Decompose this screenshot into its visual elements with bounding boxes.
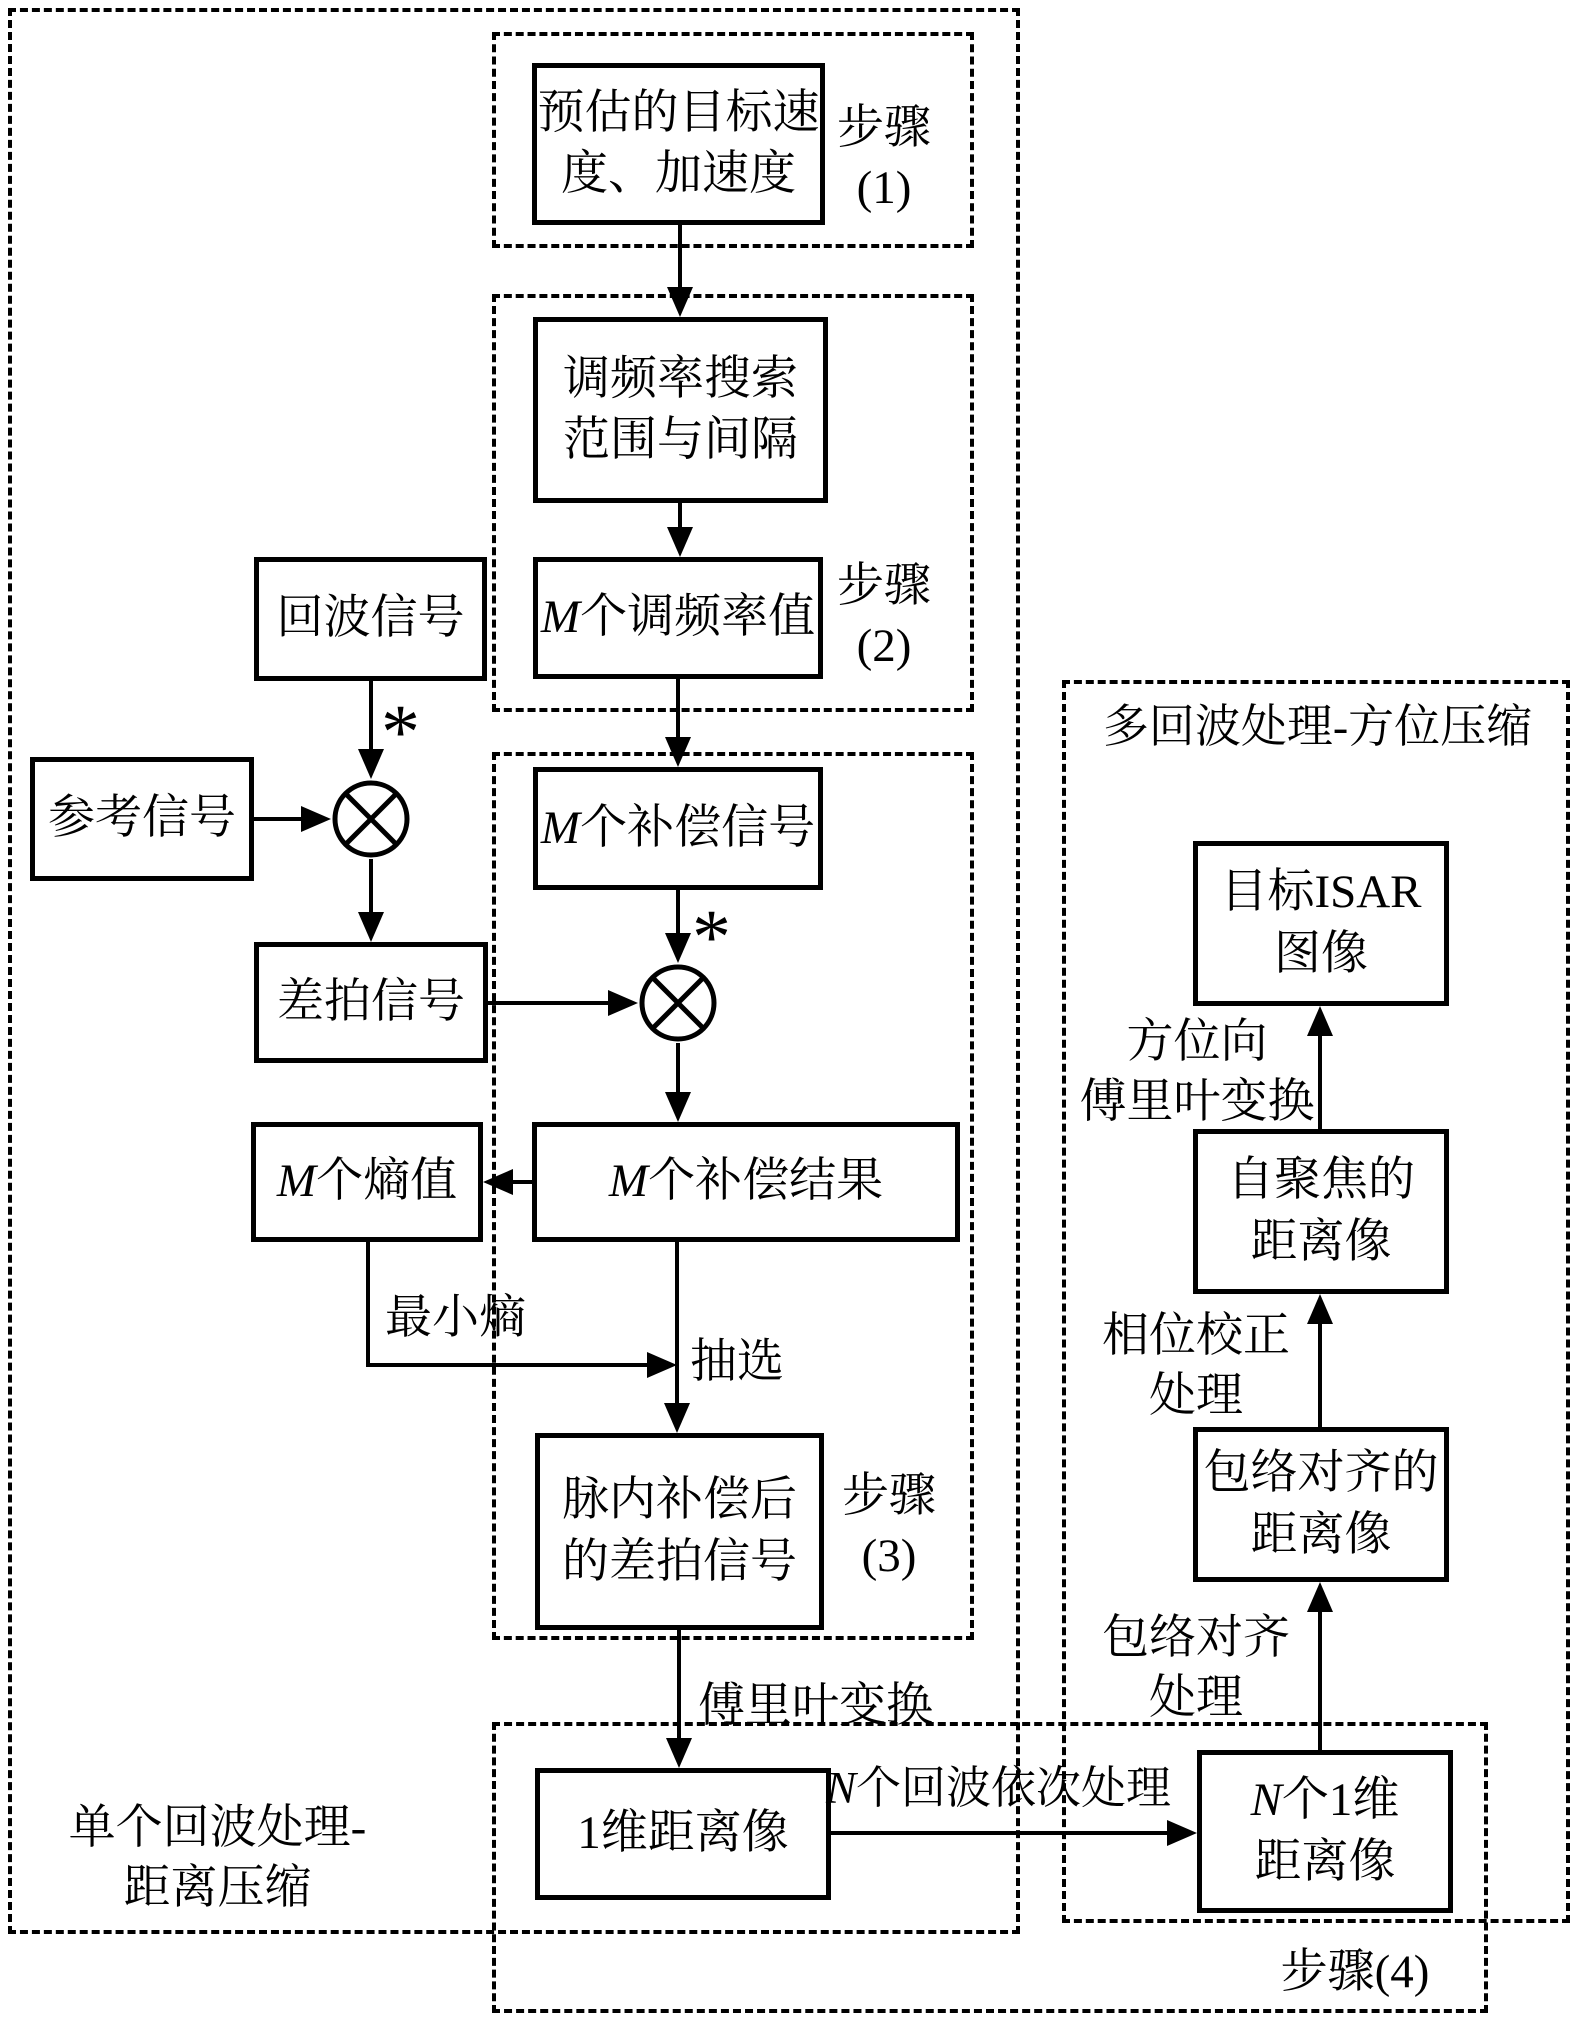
arrow-range1d-to-nprofiles-shaft: [831, 1831, 1171, 1835]
label-phase-correction-line2: 处理: [1149, 1370, 1243, 1423]
box-n-range-profiles-line1: [1251, 1770, 1400, 1831]
box-m-comp-results-rest: 个补偿结果: [648, 1155, 884, 1208]
arrow-estimated-to-search-head: [667, 287, 693, 317]
box-envelope-aligned: [1193, 1427, 1449, 1582]
group-multi-echo-title-text: 多回波处理-方位压缩: [1102, 701, 1533, 752]
box-m-entropy-rest: 个熵值: [316, 1155, 458, 1208]
step1-label-line1: 步骤: [837, 102, 931, 154]
label-azimuth-fourier: [1072, 1012, 1322, 1132]
step2-label-line1: 步骤: [837, 560, 931, 612]
arrow-envaligned-to-autofocus-head: [1307, 1294, 1333, 1324]
m-symbol: M: [276, 1155, 317, 1208]
box-m-comp-results: [532, 1122, 960, 1242]
arrow-pulse-to-range1d-head: [666, 1738, 692, 1768]
label-selection: 抽选: [690, 1336, 784, 1388]
group-multi-echo-title: [1080, 698, 1555, 757]
box-search-range: [533, 317, 828, 503]
box-m-comp-signals-rest: 个补偿信号: [580, 801, 816, 854]
single-echo-title-line2: 距离压缩: [123, 1862, 312, 1915]
n-symbol: N: [1250, 1774, 1282, 1827]
conjugate-asterisk-1: *: [381, 688, 420, 775]
arrow-mult2-to-mcompres-head: [665, 1092, 691, 1122]
arrow-mcompres-to-mentropy-head: [483, 1169, 513, 1195]
box-n-range-profiles-line1-rest: 个1维: [1281, 1774, 1400, 1827]
arrow-search-to-mfreq-head: [667, 527, 693, 557]
box-n-range-profiles: [1197, 1750, 1453, 1913]
label-min-entropy: 最小熵: [385, 1292, 526, 1344]
box-autofocused-line2: 距离像: [1250, 1215, 1392, 1268]
box-echo-signal: [254, 557, 487, 681]
box-echo-signal-text: 回波信号: [276, 592, 465, 645]
label-phase-correction-line1: 相位校正: [1102, 1310, 1290, 1362]
label-azimuth-line1: 方位向: [1126, 1016, 1268, 1068]
label-envelope-alignment-line2: 处理: [1149, 1672, 1243, 1725]
box-envelope-aligned-line2: 距离像: [1250, 1508, 1392, 1561]
step3-label-line2: (3): [861, 1530, 917, 1583]
label-envelope-alignment-line1: 包络对齐: [1102, 1612, 1290, 1664]
box-pulse-compensated: [535, 1433, 824, 1630]
box-autofocused: [1193, 1129, 1449, 1294]
arrow-autofocus-to-isar-shaft: [1318, 1034, 1322, 1129]
label-phase-correction: [1096, 1306, 1296, 1426]
arrow-echo-to-mult1-shaft: [369, 681, 373, 753]
arrow-beat-to-mult2-shaft: [488, 1001, 612, 1005]
arrow-mcompsig-to-mult2-shaft: [676, 890, 680, 937]
label-azimuth-line2: 傅里叶变换: [1079, 1076, 1315, 1129]
multiplier-icon-1: [331, 779, 411, 859]
arrow-mcompres-to-mentropy-shaft: [513, 1180, 532, 1184]
label-envelope-alignment: [1096, 1608, 1296, 1728]
box-isar-image-line1: 目标ISAR: [1220, 866, 1422, 919]
arrow-estimated-to-search-shaft: [678, 225, 682, 291]
box-m-entropy: [251, 1122, 483, 1242]
box-m-comp-signals-text: [541, 798, 815, 859]
step3-label: [838, 1466, 940, 1586]
arrow-mult2-to-mcompres-shaft: [676, 1043, 680, 1096]
arrow-mcompsig-to-mult2-head: [665, 933, 691, 963]
box-1d-range-profile: [535, 1768, 831, 1900]
box-isar-image-line2: 图像: [1274, 927, 1368, 980]
arrow-beat-to-mult2-head: [608, 990, 638, 1016]
arrow-selection-to-pulse-shaft: [675, 1242, 679, 1409]
m-symbol: M: [540, 591, 581, 644]
arrow-envaligned-to-autofocus-shaft: [1318, 1322, 1322, 1427]
arrow-minentropy-vertical-shaft: [366, 1242, 370, 1367]
box-m-freq-values-rest: 个调频率值: [580, 591, 816, 644]
arrow-nprofiles-to-envaligned-head: [1307, 1582, 1333, 1612]
step1-label-line2: (1): [856, 162, 912, 215]
arrow-reference-to-mult1-head: [301, 806, 331, 832]
box-1d-range-profile-text: 1维距离像: [577, 1807, 789, 1860]
step4-label-text: 步骤(4): [1280, 1946, 1430, 1998]
group-single-echo-title: [50, 1798, 385, 1918]
box-pulse-compensated-line2: 的差拍信号: [562, 1535, 797, 1588]
n-symbol: N: [826, 1763, 857, 1813]
box-estimated-velocity-line1: 预估的目标速: [537, 86, 820, 139]
box-beat-signal-text: 差拍信号: [277, 975, 465, 1028]
arrow-pulse-to-range1d-shaft: [677, 1630, 681, 1742]
box-m-comp-signals: [533, 767, 823, 890]
box-n-range-profiles-line2: 距离像: [1254, 1835, 1396, 1888]
arrow-selection-to-pulse-head: [664, 1403, 690, 1433]
arrow-mfreq-to-mcompsig-head: [665, 737, 691, 767]
box-reference-signal-text: 参考信号: [48, 792, 236, 845]
arrow-reference-to-mult1-shaft: [254, 817, 305, 821]
single-echo-title-line1: 单个回波处理-: [68, 1802, 367, 1854]
arrow-mult1-to-beat-shaft: [369, 859, 373, 916]
box-m-entropy-text: [277, 1151, 457, 1212]
box-search-range-line2: 范围与间隔: [563, 414, 798, 466]
box-m-comp-results-text: [609, 1151, 883, 1212]
arrow-echo-to-mult1-head: [358, 749, 384, 779]
step4-label: [1245, 1942, 1465, 2002]
box-autofocused-line1: 自聚焦的: [1227, 1154, 1415, 1207]
m-symbol: M: [608, 1155, 649, 1208]
box-estimated-velocity: [532, 63, 825, 225]
arrow-nprofiles-to-envaligned-shaft: [1318, 1610, 1322, 1750]
label-fourier-transform: 傅里叶变换: [698, 1680, 933, 1732]
step2-label-line2: (2): [856, 620, 912, 673]
arrow-range1d-to-nprofiles-head: [1167, 1820, 1197, 1846]
box-search-range-line1: 调频率搜索: [563, 352, 798, 405]
arrow-mfreq-to-mcompsig-shaft: [676, 679, 680, 741]
box-m-freq-values-text: [541, 587, 815, 648]
arrow-minentropy-horizontal-shaft: [366, 1363, 647, 1367]
box-envelope-aligned-line1: 包络对齐的: [1203, 1447, 1439, 1500]
box-pulse-compensated-line1: 脉内补偿后: [562, 1474, 797, 1527]
box-isar-image: [1193, 841, 1449, 1006]
label-n-echo-processing: [826, 1760, 1171, 1818]
arrow-mult1-to-beat-head: [358, 912, 384, 942]
step3-label-line1: 步骤: [842, 1470, 936, 1522]
step1-label: [833, 98, 935, 218]
step2-label: [833, 556, 935, 676]
m-symbol: M: [540, 801, 581, 854]
arrow-autofocus-to-isar-head: [1307, 1006, 1333, 1036]
label-n-echo-processing-rest: 个回波依次处理: [856, 1763, 1172, 1813]
arrow-minentropy-head: [647, 1352, 677, 1378]
box-reference-signal: [30, 757, 254, 881]
box-estimated-velocity-line2: 度、加速度: [561, 148, 796, 200]
box-m-freq-values: [533, 557, 823, 679]
conjugate-asterisk-2: *: [692, 893, 731, 980]
box-beat-signal: [254, 942, 488, 1063]
